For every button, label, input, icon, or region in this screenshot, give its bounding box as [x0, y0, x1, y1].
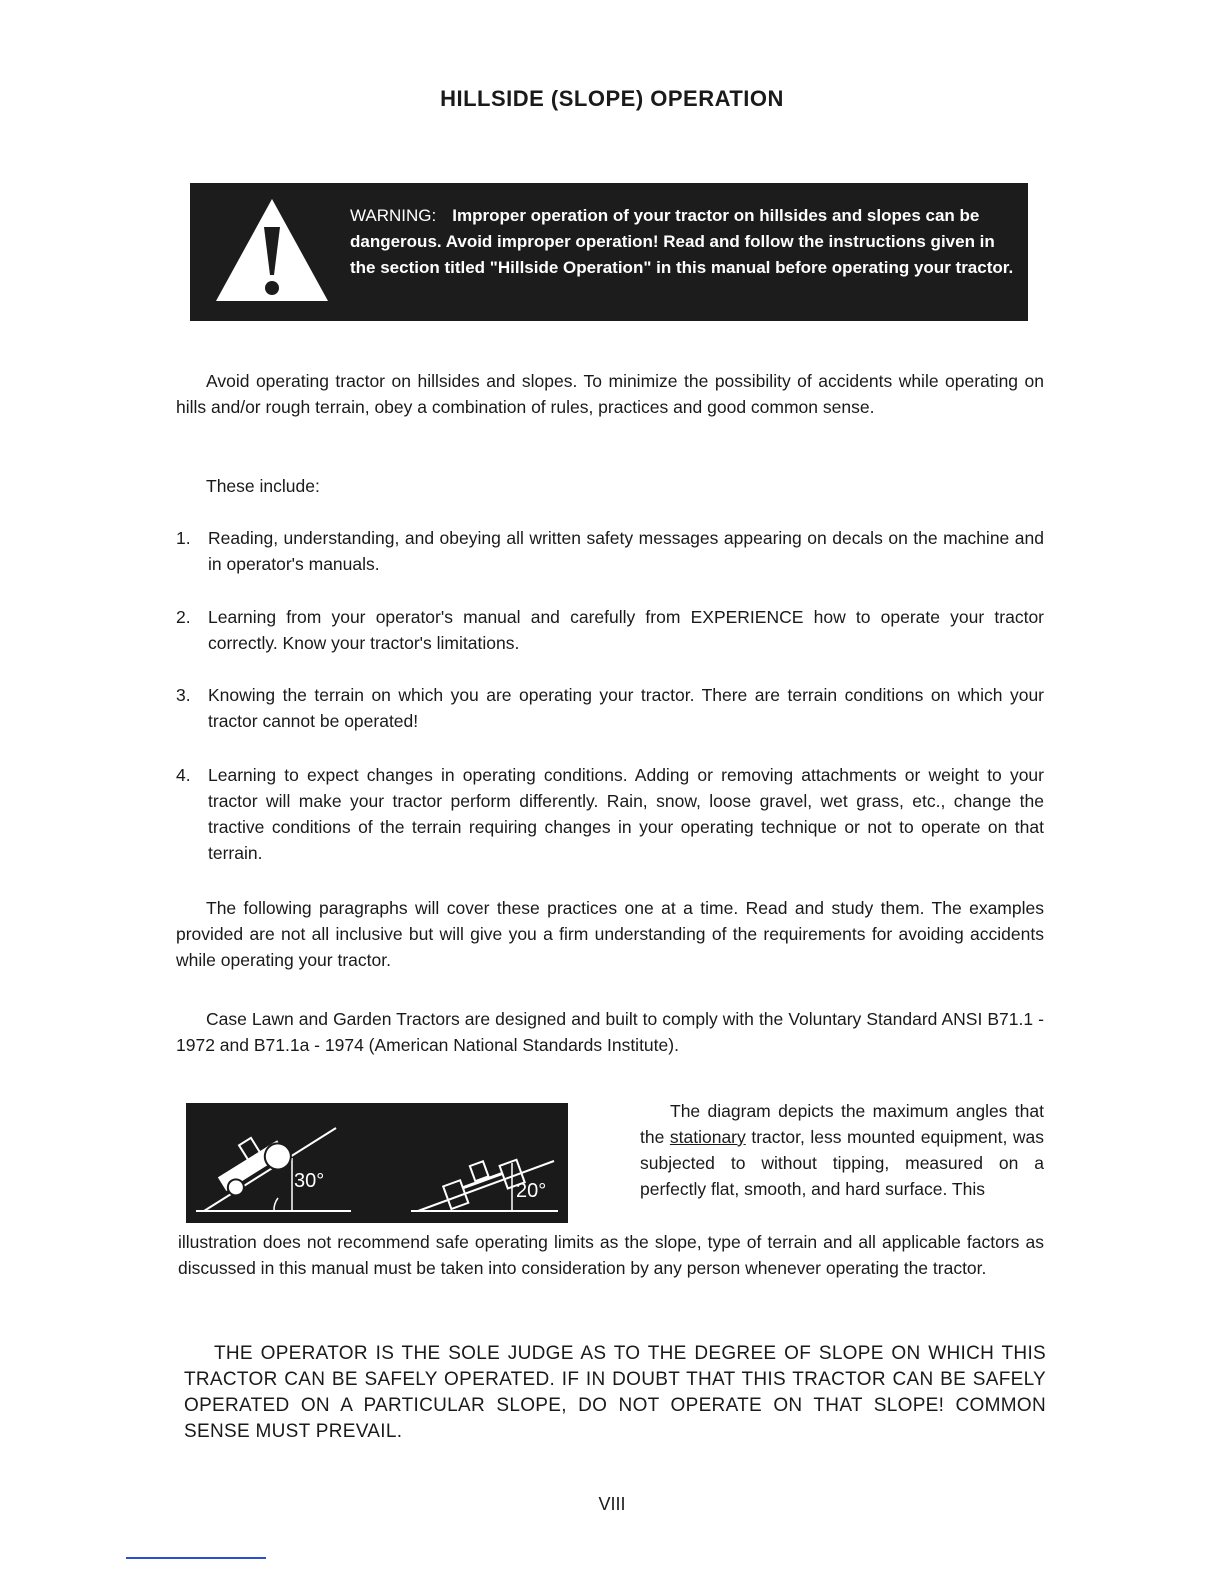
list-number: 2. [176, 607, 191, 627]
standard-paragraph: Case Lawn and Garden Tractors are designed and built to comply with the Voluntary Standard ANSI B71.1 - 1972 and B71.1a - 1974 (American National Standards Institute). [176, 1009, 1044, 1055]
warning-label: WARNING: [350, 206, 437, 225]
caution-paragraph: THE OPERATOR IS THE SOLE JUDGE AS TO THE DEGREE OF SLOPE ON WHICH THIS TRACTOR CAN BE SAFELY OPERATED. IF IN DOUBT THAT THIS TRACTOR CAN BE SAFELY OPERATED ON A PARTICULAR SLOPE, DO NOT OPERATE ON THAT SLOPE! COMMON SENSE MUST PREVAIL. [184, 1343, 1046, 1442]
intro-paragraph: Avoid operating tractor on hillsides and slopes. To minimize the possibility of accidents while operating on hills and/or rough terrain, obey a combination of rules, practices and good common sense. [176, 371, 1044, 417]
list-item [176, 604, 1044, 656]
warning-body: Improper operation of your tractor on hillsides and slopes can be dangerous. Avoid improper operation! Read and follow the instructions given in the section titled "Hillside Operation" in this manual before operating your tractor. [350, 206, 1014, 277]
diagram-description-continued: illustration does not recommend safe operating limits as the slope, type of terrain and all applicable factors as discussed in this manual must be taken into consideration by any person whenever operating the tractor. [178, 1232, 1044, 1278]
page-title: HILLSIDE (SLOPE) OPERATION [440, 86, 784, 111]
page-number: VIII [598, 1494, 626, 1514]
angle-front-label: 20° [516, 1180, 547, 1202]
these-include: These include: [206, 476, 320, 496]
warning-message [350, 203, 1020, 281]
slope-diagram-figure [186, 1103, 568, 1223]
following-paragraph: The following paragraphs will cover these practices one at a time. Read and study them. The examples provided are not all inclusive but will give you a firm understanding of the requirements for avoiding accidents while operating your tractor. [176, 898, 1044, 970]
angle-side-label: 30° [294, 1170, 325, 1192]
slope-diagram [186, 1103, 568, 1223]
diagram-text-underlined: stationary [669, 1127, 746, 1147]
list-number: 4. [176, 765, 191, 785]
warning-box [190, 183, 1028, 321]
list-text: Knowing the terrain on which you are operating your tractor. There are terrain conditions on which your tractor cannot be operated! [208, 685, 1044, 731]
list-item [176, 525, 1044, 577]
warning-triangle-icon [212, 195, 332, 305]
list-item [176, 762, 1044, 866]
list-number: 3. [176, 685, 191, 705]
list-text: Learning from your operator's manual and carefully from EXPERIENCE how to operate your tractor correctly. Know your tractor's limitations. [208, 607, 1044, 653]
list-text: Learning to expect changes in operating conditions. Adding or removing attachments or weight to your tractor will make your tractor perform differently. Rain, snow, loose gravel, wet grass, etc., change the tractive conditions of the terrain requiring changes in your operating technique or not to operate on that terrain. [208, 765, 1044, 863]
diagram-text-after: tractor, less mounted equipment, was subjected to without tipping, measured on a perfectly flat, smooth, and hard surface. This [640, 1127, 1044, 1199]
list-text: Reading, understanding, and obeying all written safety messages appearing on decals on the machine and in operator's manuals. [208, 528, 1044, 574]
list-item [176, 682, 1044, 734]
footer-divider [126, 1557, 266, 1559]
diagram-description [640, 1098, 1044, 1202]
diagram-text-before: The diagram depicts the maximum angles that the [640, 1101, 1044, 1147]
list-number: 1. [176, 528, 191, 548]
